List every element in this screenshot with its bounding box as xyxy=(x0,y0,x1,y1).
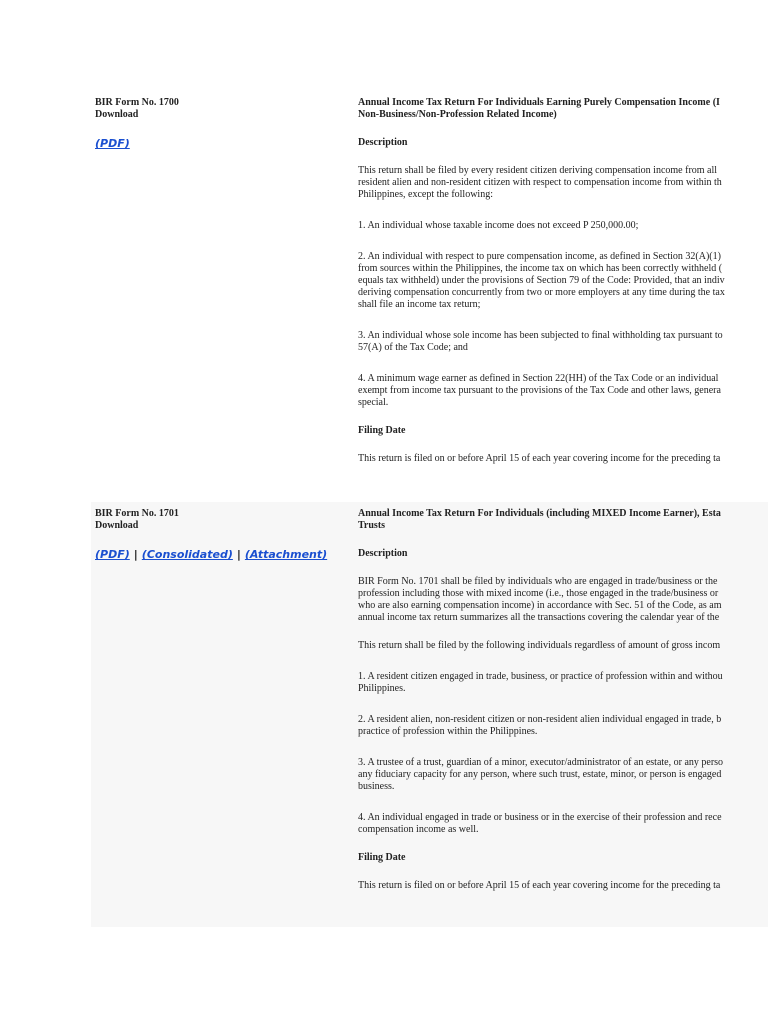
filing-date-text: This return is filed on or before April 15 of each year covering income for the preceding ta xyxy=(358,453,721,464)
description-paragraph xyxy=(358,714,768,738)
attachment-download-link[interactable]: (Attachment) xyxy=(244,548,328,561)
form-title-line: Annual Income Tax Return For Individuals Earning Purely Compensation Income (I xyxy=(358,97,720,108)
paragraph-line: BIR Form No. 1701 shall be filed by individuals who are engaged in trade/business or the xyxy=(358,576,718,587)
description-paragraph xyxy=(358,220,768,232)
download-label: Download xyxy=(95,520,139,531)
paragraph-line: 2. An individual with respect to pure compensation income, as defined in Section 32(A)(1) xyxy=(358,251,721,262)
filing-date-heading: Filing Date xyxy=(358,852,406,863)
paragraph-line: deriving compensation concurrently from two or more employers at any time during the tax xyxy=(358,287,725,298)
form-title-line: Non-Business/Non-Profession Related Income) xyxy=(358,109,557,120)
form-info-column xyxy=(95,508,350,561)
paragraph-line: 2. A resident alien, non-resident citizen or non-resident alien individual engaged in trade, b xyxy=(358,714,722,725)
form-row-1700 xyxy=(91,91,768,499)
paragraph-line: exempt from income tax pursuant to the provisions of the Tax Code and other laws, genera xyxy=(358,385,721,396)
filing-date-text: This return is filed on or before April 15 of each year covering income for the preceding ta xyxy=(358,880,721,891)
paragraph-line: shall file an income tax return; xyxy=(358,299,481,310)
paragraph-line: profession including those with mixed income (i.e., those engaged in the trade/business or xyxy=(358,588,719,599)
pdf-download-link[interactable]: (PDF) xyxy=(95,548,130,561)
description-paragraph xyxy=(358,671,768,695)
form-number: BIR Form No. 1700 xyxy=(95,97,179,108)
filing-date-heading: Filing Date xyxy=(358,425,406,436)
download-label: Download xyxy=(95,109,139,120)
description-paragraph xyxy=(358,330,768,354)
description-paragraph xyxy=(358,251,768,311)
consolidated-download-link[interactable]: (Consolidated) xyxy=(141,548,233,561)
description-paragraph xyxy=(358,165,768,201)
link-separator: | xyxy=(236,548,241,561)
paragraph-line: 57(A) of the Tax Code; and xyxy=(358,342,468,353)
paragraph-line: 3. A trustee of a trust, guardian of a minor, executor/administrator of an estate, or any perso xyxy=(358,757,724,768)
paragraph-line: 1. A resident citizen engaged in trade, business, or practice of profession within and withou xyxy=(358,671,723,682)
paragraph-line: 1. An individual whose taxable income does not exceed P 250,000.00; xyxy=(358,220,639,231)
form-info-column xyxy=(95,97,350,150)
paragraph-line: practice of profession within the Philippines. xyxy=(358,726,538,737)
form-details-column xyxy=(358,97,768,465)
paragraph-line: Philippines. xyxy=(358,683,406,694)
form-number: BIR Form No. 1701 xyxy=(95,508,179,519)
paragraph-line: Philippines, except the following: xyxy=(358,189,493,200)
paragraph-line: This return shall be filed by every resident citizen deriving compensation income from all xyxy=(358,165,718,176)
form-title-line: Trusts xyxy=(358,520,386,531)
form-details-column xyxy=(358,508,768,892)
paragraph-line: annual income tax return summarizes all the transactions covering the calendar year of the xyxy=(358,612,720,623)
description-paragraph xyxy=(358,757,768,793)
download-links xyxy=(95,548,350,561)
description-heading: Description xyxy=(358,548,408,559)
form-title xyxy=(358,97,768,121)
paragraph-line: 4. A minimum wage earner as defined in Section 22(HH) of the Tax Code or an individual xyxy=(358,373,719,384)
description-paragraph xyxy=(358,640,768,652)
paragraph-line: from sources within the Philippines, the income tax on which has been correctly withheld ( xyxy=(358,263,723,274)
paragraph-line: special. xyxy=(358,397,389,408)
description-paragraph xyxy=(358,812,768,836)
description-paragraph xyxy=(358,373,768,409)
paragraph-line: business. xyxy=(358,781,395,792)
paragraph-line: any fiduciary capacity for any person, where such trust, estate, minor, or person is engaged xyxy=(358,769,722,780)
pdf-download-link[interactable]: (PDF) xyxy=(95,137,130,150)
paragraph-line: equals tax withheld) under the provisions of Section 79 of the Code: Provided, that an indiv xyxy=(358,275,725,286)
description-heading: Description xyxy=(358,137,408,148)
paragraph-line: compensation income as well. xyxy=(358,824,479,835)
paragraph-line: 4. An individual engaged in trade or business or in the exercise of their profession and rece xyxy=(358,812,722,823)
paragraph-line: resident alien and non-resident citizen with respect to compensation income from within th xyxy=(358,177,722,188)
download-links xyxy=(95,137,350,150)
link-separator: | xyxy=(133,548,138,561)
description-paragraph xyxy=(358,576,768,624)
form-title xyxy=(358,508,768,532)
form-title-line: Annual Income Tax Return For Individuals (including MIXED Income Earner), Esta xyxy=(358,508,721,519)
form-row-1701 xyxy=(91,502,768,927)
paragraph-line: 3. An individual whose sole income has been subjected to final withholding tax pursuant to xyxy=(358,330,723,341)
paragraph-line: who are also earning compensation income) in accordance with Sec. 51 of the Code, as am xyxy=(358,600,722,611)
paragraph-line: This return shall be filed by the following individuals regardless of amount of gross incom xyxy=(358,640,721,651)
